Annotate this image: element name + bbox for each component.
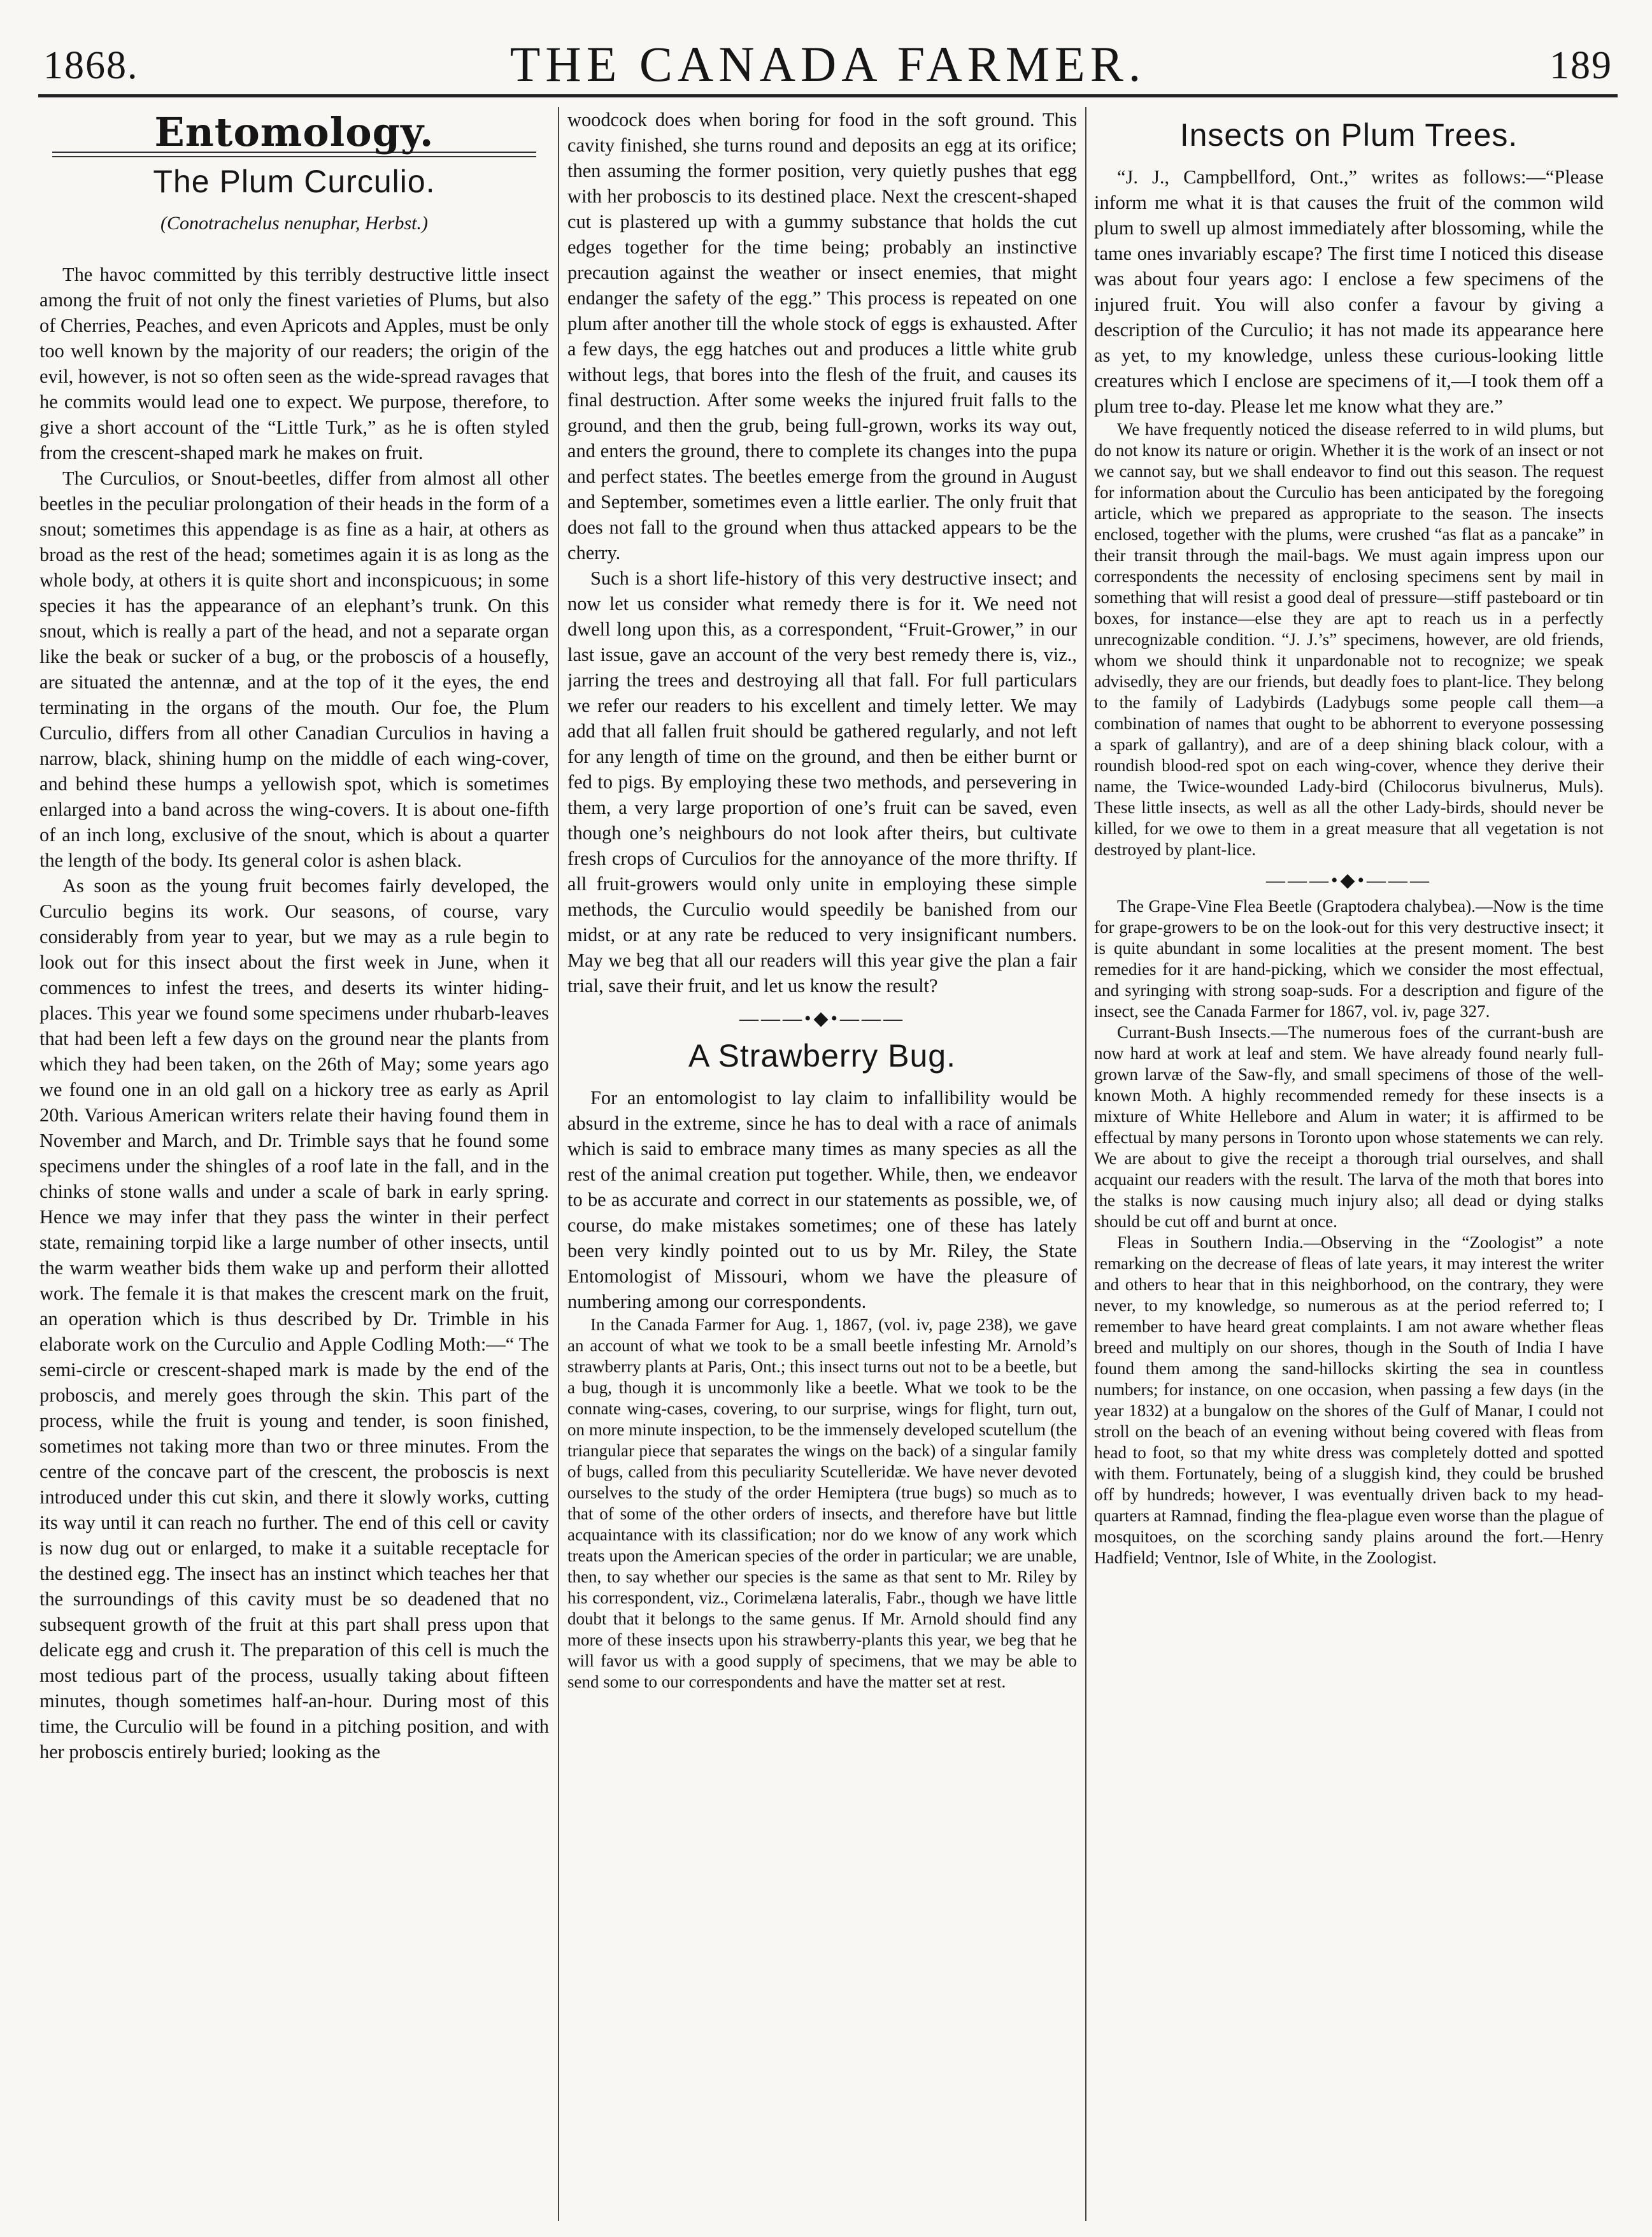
paragraph: The Grape-Vine Flea Beetle (Graptodera chalybea).—Now is the time for grape-growers to be on the look-out for this very destructive insect; it is quite abundant in some localities at the present moment. The best remedies for it are hand-picking, which we consider the most effectual, and syringing with strong soap-suds. For a description and figure of the insect, see the Canada Farmer for 1867, vol. iv, page 327. [1094,897,1604,1021]
paragraph: Fleas in Southern India.—Observing in the “Zoologist” a note remarking on the decrease of fleas of late years, it may interest the writer and others to hear that in this neighborhood, on the contrary, they were never, to my knowledge, so numerous as at the period referred to; I remember to have heard great complaints. I am not aware whether fleas breed and multiply on our shores, though in the South of India I have found them among the sand-hillocks skirting the sea in countless numbers; for instance, on one occasion, when passing a few days (in the year 1832) at a bungalow on the shores of the Gulf of Manar, I could not stroll on the beach of an evening without being covered with fleas from head to foot, so that my white dress was completely dotted and spotted with them. Fortunately, being of a sluggish kind, they could be brushed off by hundreds; however, I was eventually driven back to my head-quarters at Ramnad, finding the flea-plague even worse than the plague of mosquitoes, on the scorching sandy plains around the fort.—Henry Hadfield; Ventnor, Isle of White, in the Zoologist. [1094,1233,1604,1567]
article-title: The Plum Curculio. [153,164,436,199]
page-header [38,18,1618,97]
paragraph: As soon as the young fruit becomes fairly developed, the Curculio begins its work. Our seasons, of course, vary considerably from year to year, but we may as a rule begin to look out for this insect about the first week in June, when it commences to infest the trees, and deserts its winter hiding-places. This year we found some specimens under rhubarb-leaves that had been left a few days on the ground near the plants from which they had been taken, on the 26th of May; some years ago we found one in an old gall on a hickory tree as early as April 20th. Various American writers relate their having found them in November and March, and Dr. Trimble says that he found some specimens under the shingles of a roof late in the fall, and in the chinks of stone walls and under a scale of bark in early spring. Hence we may infer that they pass the winter in their perfect state, remaining torpid like a large number of other insects, until the warm weather bids them wake up and perform their allotted work. The female it is that makes the crescent mark on the fruit, an operation which is thus described by Dr. Trimble in his elaborate work on the Curculio and Apple Codling Moth:—“ The semi-circle or crescent-shaped mark is made by the end of the proboscis, and merely goes through the skin. This part of the process, while the fruit is young and tender, is soon finished, sometimes not taking more than two or three minutes. From the centre of the concave part of the crescent, the proboscis is next introduced under this cut skin, and there it slowly works, cutting its way until it can reach no further. The end of this cell or cavity is now dug out or enlarged, to make it a suitable receptacle for the destined egg. The insect has an instinct which teaches her that the surroundings of this cavity must be so deadened that no subsequent growth of the fruit at this part shall press upon that delicate egg and crush it. The preparation of this cell is much the most tedious part of the process, usually taking about fifteen minutes, though sometimes half-an-hour. During most of this time, the Curculio will be found in a pitching position, and with her proboscis entirely buried; looking as the [39,875,549,1763]
ornament-divider: ———•◆•——— [739,1008,906,1029]
column-rule [1085,107,1086,2221]
column-rule [558,107,559,2221]
section-heading: Entomology. [154,109,434,155]
article-title: A Strawberry Bug. [688,1038,956,1074]
ornament-divider: ———•◆•——— [1265,870,1432,891]
paragraph: woodcock does when boring for food in the soft ground. This cavity finished, she turns round and deposits an egg at its orifice; then assuming the former position, very quietly pushes that egg with her proboscis to its destined place. Next the crescent-shaped cut is plastered up with a gummy substance that holds the cut edges together for the time being; probably an instinctive precaution against the weather or insect enemies, that might endanger the safety of the egg.” This process is repeated on one plum after another till the whole stock of eggs is exhausted. After a few days, the egg hatches out and produces a little white grub without legs, that bores into the flesh of the fruit, and causes its final destruction. After some weeks the injured fruit falls to the ground, and then the grub, being full-grown, works its way out, and enters the ground, there to complete its changes into the pupa and perfect states. The beetles emerge from the ground in August and September, sometimes even a little earlier. The only fruit that does not fall to the ground when thus attacked appears to be the cherry. [567,109,1077,564]
paragraph: Such is a short life-history of this very destructive insect; and now let us consider what remedy there is for it. We need not dwell long upon this, as a correspondent, “Fruit-Grower,” in our last issue, gave an account of the very best remedy there is, viz., jarring the trees and destroying all that fall. For full particulars we refer our readers to his excellent and timely letter. We may add that all fallen fruit should be gathered regularly, and not left for any length of time on the ground, and then be either burnt or fed to pigs. By employing these two methods, and persevering in them, a very large proportion of one’s fruit can be saved, even though one’s neighbours do not look after theirs, but cultivate fresh crops of Curculios for the annoyance of the more thrifty. If all fruit-growers would only unite in employing these simple methods, the Curculio would speedily be banished from our midst, or at any rate be reduced to very insignificant numbers. May we beg that all our readers will this year give the plan a fair trial, save their fruit, and let us know the result? [567,567,1077,997]
paragraph: We have frequently noticed the disease referred to in wild plums, but do not know its nature or origin. Whether it is the work of an insect or not we cannot say, but we shall endeavor to find out this season. The request for information about the Curculio has been anticipated by the foregoing article, which we prepared as appropriate to the season. The insects enclosed, together with the plums, were crushed “as flat as a pancake” in their transit through the mail-bags. We must again impress upon our correspondents the necessity of enclosing specimens sent by mail in something that will resist a good deal of pressure—stiff pasteboard or tin boxes, for instance—else they are apt to reach us in a perfectly unrecognizable condition. “J. J.’s” specimens, however, are old friends, whom we should think it unpardonable not to recognize; we speak advisedly, they are our friends, but deadly foes to plant-lice. They belong to the family of Ladybirds (Ladybugs some people call them—a combination of names that ought to be abhorrent to everyone possessing a spark of gallantry), and are of a deep shining black colour, with a roundish blood-red spot on each wing-cover, whence they derive their name, the Twice-wounded Lady-bird (Chilocorus bivulnerus, Muls). These little insects, as well as all the other Lady-birds, should never be killed, for we owe to them in a great measure that all vegetation is not destroyed by plant-lice. [1094,420,1604,859]
masthead: THE CANADA FARMER. [509,36,1146,92]
column-2 [567,107,1077,2208]
page-number: 189 [1549,44,1613,87]
paragraph: “J. J., Campbellford, Ont.,” writes as follows:—“Please inform me what it is that causes the fruit of the common wild plum to swell up almost immediately after blossoming, while the tame ones invariably escape? The first time I noticed this disease was about four years ago: I enclose a few specimens of the injured fruit. You will also confer a favour by giving a description of the Curculio; it has not made its appearance here as yet, to my knowledge, unless these curious-looking little creatures which I enclose are specimens of it,—I took them off a plum tree to-day. Please let me know what they are.” [1094,166,1604,417]
header-year: 1868. [43,44,139,87]
paragraph: For an entomologist to lay claim to infallibility would be absurd in the extreme, since he has to deal with a race of animals which is said to embrace many times as many species as all the rest of the animal creation put together. While, then, we endeavor to be as accurate and correct in our statements as possible, we, of course, do make mistakes sometimes; one of these has lately been very kindly pointed out to us by Mr. Riley, the State Entomologist of Missouri, whom we have the pleasure of numbering among our correspondents. [567,1087,1077,1312]
article-title: Insects on Plum Trees. [1179,117,1518,153]
paragraph: In the Canada Farmer for Aug. 1, 1867, (vol. iv, page 238), we gave an account of what we took to be a small beetle infesting Mr. Arnold’s strawberry plants at Paris, Ont.; this insect turns out not to be a beetle, but a bug, though it is uncommonly like a beetle. What we took to be the connate wing-cases, covering, to our surprise, wings for flight, turn out, on more minute inspection, to be the immensely developed scutellum (the triangular piece that separates the wings on the back) of a singular family of bugs, called from this peculiarity Scutelleridæ. We have never devoted ourselves to the study of the order Hemiptera (true bugs) so much as to that of some of the other orders of insects, and therefore have but little acquaintance with its classification; nor do we know of any work which treats upon the American species of the order in particular; we are unable, then, to say whether our species is the same as that sent to Mr. Riley by his correspondent, viz., Corimelæna lateralis, Fabr., though we have little doubt that it belongs to the same genus. If Mr. Arnold should find any more of these insects upon his strawberry-plants this year, we beg that he will favor us with a good supply of specimens, that we may be able to send some to our correspondents and have the matter set at rest. [567,1315,1077,1691]
article-subtitle: (Conotrachelus nenuphar, Herbst.) [160,213,428,234]
paragraph: The Curculios, or Snout-beetles, differ from almost all other beetles in the peculiar prolongation of their heads in the form of a snout; sometimes this appendage is as fine as a hair, at others as broad as the rest of the head; sometimes again it is as long as the whole body, at others it is quite short and inconspicuous; in some species it has the appearance of an elephant’s trunk. On this snout, which is really a part of the head, and not a separate organ like the beak or sucker of a bug, or the proboscis of a housefly, are situated the antennæ, and at the top of it the eyes, the end terminating in the organs of the mouth. Our foe, the Plum Curculio, differs from all other Canadian Curculios in having a narrow, black, shining hump on the middle of each wing-cover, and behind these humps a yellowish spot, which is sometimes enlarged into a band across the wing-covers. It is about one-fifth of an inch long, exclusive of the snout, which is about a quarter the length of the body. Its general color is ashen black. [39,467,549,871]
column-3 [1094,107,1604,2208]
paragraph: The havoc committed by this terribly destructive little insect among the fruit of not only the finest varieties of Plums, but also of Cherries, Peaches, and even Apricots and Apples, must be only too well known by the majority of our readers; the origin of the evil, however, is not so often seen as the wide-spread ravages that he commits would lead one to expect. We purpose, therefore, to give a short account of the “Little Turk,” as he is often styled from the crescent-shaped mark he makes on fruit. [39,264,549,464]
paragraph: Currant-Bush Insects.—The numerous foes of the currant-bush are now hard at work at leaf and stem. We have already found nearly full-grown larvæ of the Saw-fly, and small specimens of those of the well-known Moth. A highly recommended remedy for these insects is a mixture of White Hellebore and Alum in water; it is affirmed to be effectual by many persons in Toronto upon whose statements we can rely. We are about to give the receipt a thorough trial ourselves, and shall acquaint our readers with the result. The larva of the moth that bores into the stalks is now causing much injury also; all dead or dying stalks should be cut off and burnt at once. [1094,1023,1604,1231]
column-1 [39,107,549,2208]
